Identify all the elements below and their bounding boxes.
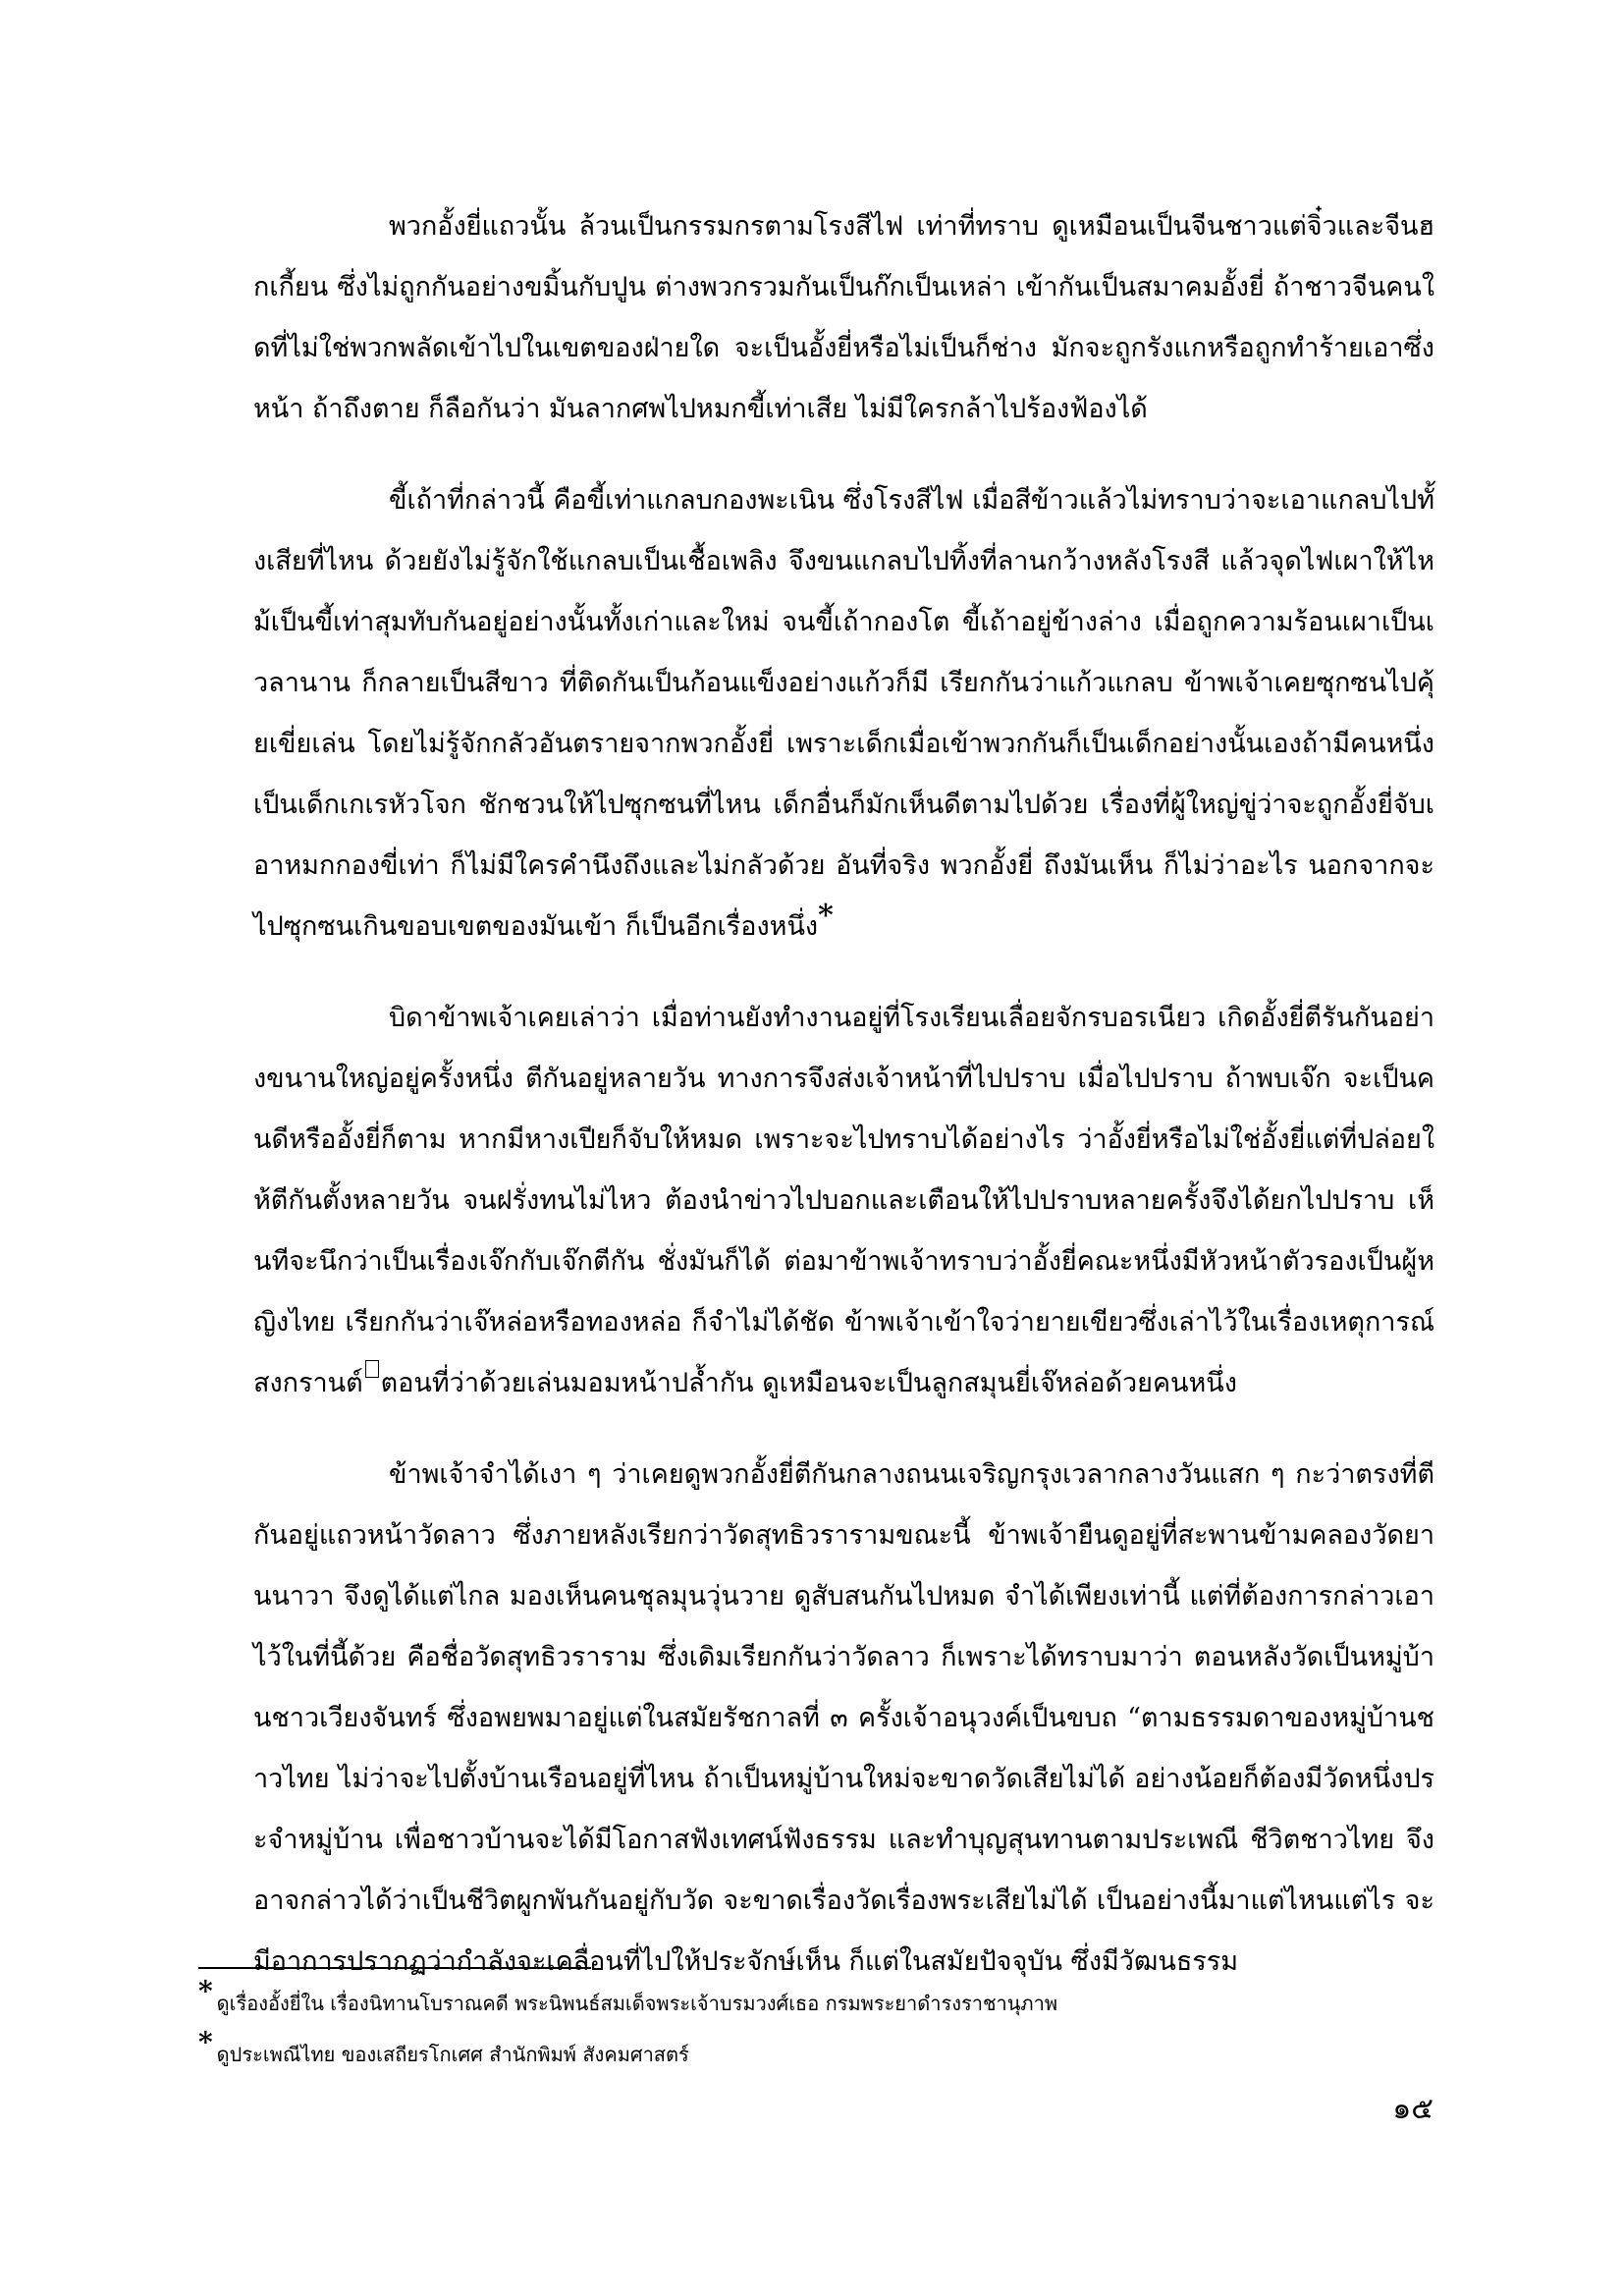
paragraph-4 [253,1445,1434,1993]
paragraph-2-text: ขี้เถ้าที่กล่าวนี้ คือขี้เท่าแกลบกองพะเนิน ซึ่งโรงสีไฟ เมื่อสีข้าวแล้วไม่ทราบว่าจะเอาแกลบไปทั้งเสียที่ไหน ด้วยยังไม่รู้จักใช้แกลบเป็นเชื้อเพลิง จึงขนแกลบไปทิ้งที่ลานกว้างหลังโรงสี แล้วจุดไฟเผาให้ไหม้เป็นขี้เท่าสุมทับกันอยู่อย่างนั้นทั้งเก่าและใหม่ จนขี้เถ้ากองโต ขี้เถ้าอยู่ข้างล่าง เมื่อถูกความร้อนเผาเป็นเวลานาน ก็กลายเป็นสีขาว ที่ติดกันเป็นก้อนแข็งอย่างแก้วก็มี เรียกกันว่าแก้วแกลบ ข้าพเจ้าเคยซุกซนไปคุ้ยเขี่ยเล่น โดยไม่รู้จักกลัวอันตรายจากพวกอั้งยี่ เพราะเด็กเมื่อเข้าพวกกันก็เป็นเด็กอย่างนั้นเองถ้ามีคนหนึ่งเป็นเด็กเกเรหัวโจก ชักชวนให้ไปซุกซนที่ไหน เด็กอื่นก็มักเห็นดีตามไปด้วย เรื่องที่ผู้ใหญ่ขู่ว่าจะถูกอั้งยี่จับเอาหมกกองขี่เท่า ก็ไม่มีใครคำนึงถึงและไม่กลัวด้วย อันที่จริง พวกอั้งยี่ ถึงมันเห็น ก็ไม่ว่าอะไร นอกจากจะไปซุกซนเกินขอบเขตของมันเข้า ก็เป็นอีกเรื่องหนึ่ง [253,485,1434,942]
footnotes [198,1975,1435,2091]
footnote-1-mark: * [198,1975,213,2007]
footnote-reference-box [365,1360,379,1378]
paragraph-3-text-continued: ตอนที่ว่าด้วยเล่นมอมหน้าปล้ำกัน ดูเหมือนจะเป็นลูกสมุนยี่เจ๊หล่อด้วยคนหนึ่ง [380,1368,1237,1398]
body-text [253,196,1434,2023]
paragraph-4-text: ข้าพเจ้าจำได้เงา ๆ ว่าเคยดูพวกอั้งยี่ตีกันกลางถนนเจริญกรุงเวลากลางวันแสก ๆ กะว่าตรงที่ตีกันอยู่แถวหน้าวัดลาว ซึ่งภายหลังเรียกว่าวัดสุทธิวรารามขณะนี้ ข้าพเจ้ายืนดูอยู่ที่สะพานข้ามคลองวัดยานนาวา จึงดูได้แต่ไกล มองเห็นคนชุลมุนวุ่นวาย ดูสับสนกันไปหมด จำได้เพียงเท่านี้ แต่ที่ต้องการกล่าวเอาไว้ในที่นี้ด้วย คือชื่อวัดสุทธิวราราม ซึ่งเดิมเรียกกันว่าวัดลาว ก็เพราะได้ทราบมาว่า ตอนหลังวัดเป็นหมู่บ้านชาวเวียงจันทร์ ซึ่งอพยพมาอยู่แต่ในสมัยรัชกาลที่ ๓ ครั้งเจ้าอนุวงค์เป็นขบถ “ตามธรรมดาของหมู่บ้านชาวไทย ไม่ว่าจะไปตั้งบ้านเรือนอยู่ที่ไหน ถ้าเป็นหมู่บ้านใหม่จะขาดวัดเสียไม่ได้ อย่างน้อยก็ต้องมีวัดหนึ่งประจำหมู่บ้าน เพื่อชาวบ้านจะได้มีโอกาสฟังเทศน์ฟังธรรม และทำบุญสุนทานตามประเพณี ชีวิตชาวไทย จึงอาจกล่าวได้ว่าเป็นชีวิตผูกพันกันอยู่กับวัด จะขาดเรื่องวัดเรื่องพระเสียไม่ได้ เป็นอย่างนี้มาแต่ไหนแต่ไร จะมีอาการปรากฏว่ากำลังจะเคลื่อนที่ไปให้ประจักษ์เห็น ก็แต่ในสมัยปัจจุบัน ซึ่งมีวัฒนธรรม [253,1459,1434,1977]
page-number: ๑๕ [1392,2092,1434,2126]
paragraph-1 [253,196,1434,440]
footnote-1 [198,1975,1435,2018]
footnote-reference-1: * [818,899,834,933]
paragraph-3-text: บิดาข้าพเจ้าเคยเล่าว่า เมื่อท่านยังทำงานอยู่ที่โรงเรียนเลื่อยจักรบอรเนียว เกิดอั้งยี่ตีรันกันอย่างขนานใหญ่อยู่ครั้งหนึ่ง ตีกันอยู่หลายวัน ทางการจึงส่งเจ้าหน้าที่ไปปราบ เมื่อไปปราบ ถ้าพบเจ๊ก จะเป็นคนดีหรืออั้งยี่ก็ตาม หากมีหางเปียก็จับให้หมด เพราะจะไปทราบได้อย่างไร ว่าอั้งยี่หรือไม่ใช่อั้งยี่แต่ที่ปล่อยให้ตีกันตั้งหลายวัน จนฝรั่งทนไม่ไหว ต้องนำข่าวไปบอกและเตือนให้ไปปราบหลายครั้งจึงได้ยกไปปราบ เห็นทีจะนึกว่าเป็นเรื่องเจ๊กกับเจ๊กตีกัน ชั่งมันก็ได้ ต่อมาข้าพเจ้าทราบว่าอั้งยี่คณะหนึ่งมีหัวหน้าตัวรองเป็นผู้หญิงไทย เรียกกันว่าเจ๊หล่อหรือทองหล่อ ก็จำไม่ได้ชัด ข้าพเจ้าเข้าใจว่ายายเขียวซึ่งเล่าไว้ในเรื่องเหตุการณ์สงกรานต์ [253,1003,1434,1398]
footnote-1-text: ดูเรื่องอั้งยี่ใน เรื่องนิทานโบราณคดี พระนิพนธ์สมเด็จพระเจ้าบรมวงศ์เธอ กรมพระยาดำรงราชานุภาพ [216,1992,1058,2015]
paragraph-2 [253,470,1434,957]
paragraph-1-text: พวกอั้งยี่แถวนั้น ล้วนเป็นกรรมกรตามโรงสีไฟ เท่าที่ทราบ ดูเหมือนเป็นจีนชาวแต่จิ๋วและจีนฮกเกี้ยน ซึ่งไม่ถูกกันอย่างขมิ้นกับปูน ต่างพวกรวมกันเป็นก๊กเป็นเหล่า เข้ากันเป็นสมาคมอั้งยี่ ถ้าชาวจีนคนใดที่ไม่ใช่พวกพลัดเข้าไปในเขตของฝ่ายใด จะเป็นอั้งยี่หรือไม่เป็นก็ช่าง มักจะถูกรังแกหรือถูกทำร้ายเอาซึ่งหน้า ถ้าถึงตาย ก็ลือกันว่า มันลากศพไปหมกขี้เท่าเสีย ไม่มีใครกล้าไปร้องฟ้องได้ [253,211,1434,424]
footnote-2 [198,2026,1435,2069]
paragraph-3 [253,988,1434,1414]
footnote-separator [198,1967,591,1969]
footnote-2-text: ดูประเพณีไทย ของเสถียรโกเศศ สำนักพิมพ์ สังคมศาสตร์ [216,2043,689,2066]
footnote-2-mark: * [198,2026,213,2058]
